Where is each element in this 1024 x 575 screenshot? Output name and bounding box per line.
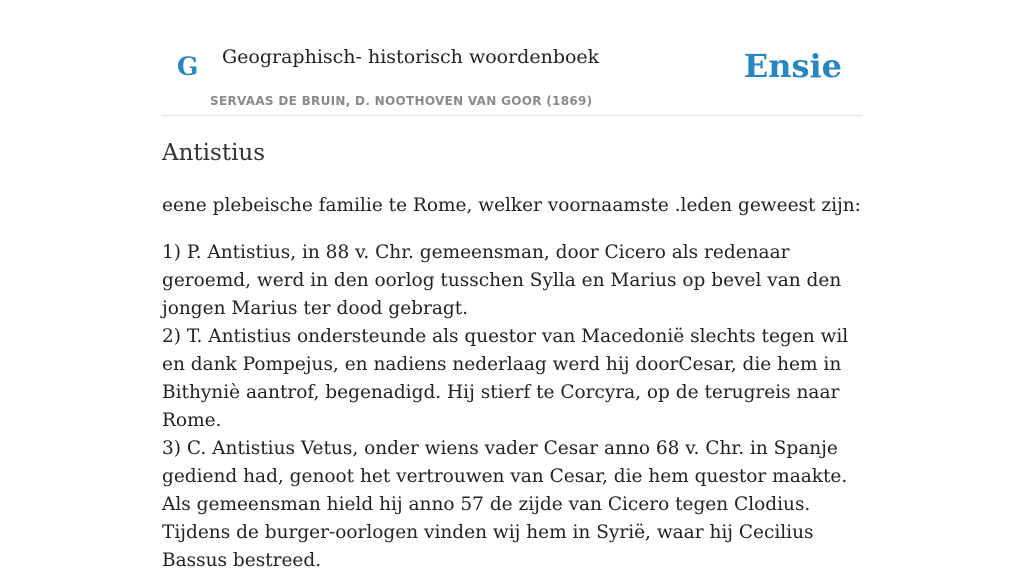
entry-item: 3) C. Antistius Vetus, onder wiens vader Cesar anno 68 v. Chr. in Spanje gediend had, genoot het vertrouwen van Cesar, die hem questor maakte. Als gemeensman hield hij anno 57 de zijde van Cicero tegen Clodius. Tijdens de burger-oorlogen vinden wij hem in Syrië, waar hij Cecilius Bassus bestreed. (162, 438, 848, 571)
entry-intro: eene plebeische familie te Rome, welker voornaamste .leden geweest zijn: (162, 195, 861, 216)
entry-item: 1) P. Antistius, in 88 v. Chr. gemeensman, door Cicero als redenaar geroemd, werd in den oorlog tusschen Sylla en Marius op bevel van den jongen Marius ter dood gebragt. (162, 242, 842, 319)
ensie-logo[interactable]: Ensie (743, 47, 842, 85)
book-authors-year: SERVAAS DE BRUIN, D. NOOTHOVEN VAN GOOR (1869) (210, 94, 593, 108)
entry-item: 2) T. Antistius ondersteunde als questor van Macedonië slechts tegen wil en dank Pompejus, en nadiens nederlaag werd hij doorCesar, die hem in Bithyniè aantrof, begenadigd. Hij stierf te Corcyra, op de terugreis naar Rome. (162, 326, 849, 431)
content-container (162, 0, 862, 571)
book-title-link[interactable]: Geographisch- historisch woordenboek (222, 46, 600, 68)
book-logo-letter[interactable]: G (177, 52, 199, 81)
entry-title: Antistius (162, 140, 266, 166)
entry-items (162, 239, 862, 575)
book-header (162, 0, 862, 116)
